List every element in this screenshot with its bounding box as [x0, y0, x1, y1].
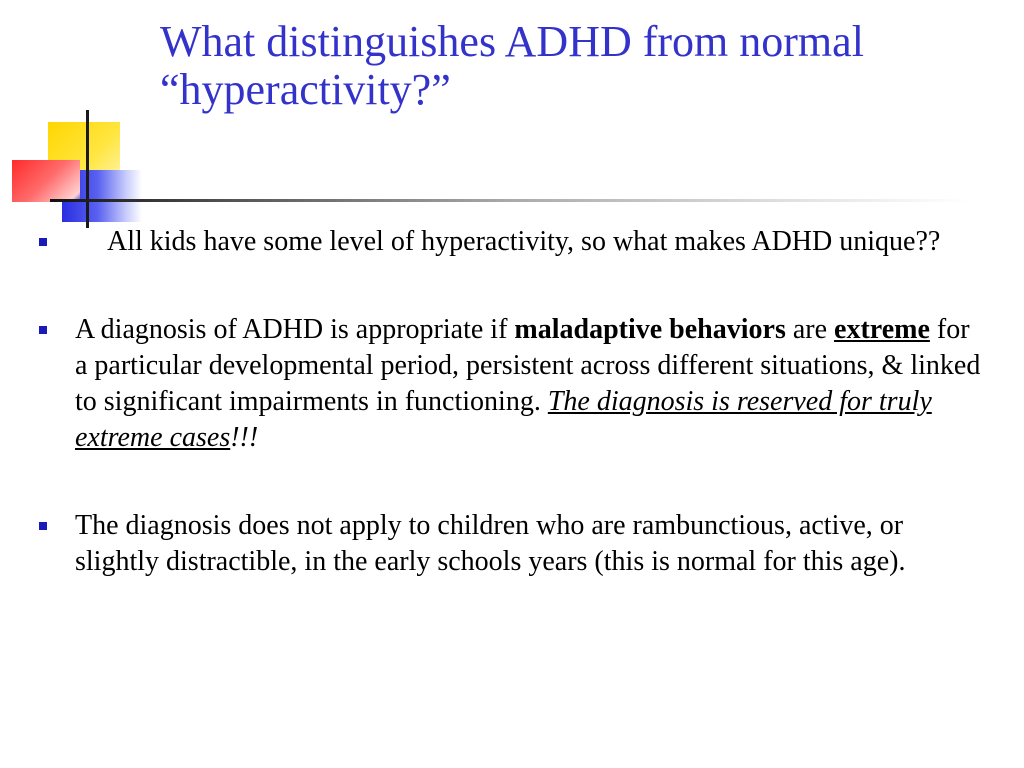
bullet-list: [0, 224, 1024, 580]
title-divider-line: [50, 199, 970, 202]
bullet-1-text: All kids have some level of hyperactivity, so what makes ADHD unique??: [107, 226, 941, 257]
square-bullet-icon: [39, 522, 47, 530]
corner-decoration-graphic: [0, 0, 160, 230]
bullet-2-bold-underlined-word: extreme: [834, 314, 930, 345]
bullet-2-text-part-1: A diagnosis of ADHD is appropriate if: [75, 314, 515, 345]
bullet-item-2: [0, 312, 1024, 456]
slide-title-line-1: What distinguishes ADHD from normal: [160, 17, 864, 66]
slide-title-line-2: “hyperactivity?”: [160, 65, 451, 114]
square-bullet-icon: [39, 326, 47, 334]
bullet-2-italic-underlined-sentence: The diagnosis is reserved for truly extreme cases: [75, 386, 932, 453]
bullet-item-1: [0, 224, 1024, 260]
bullet-3-text: The diagnosis does not apply to children who are rambunctious, active, or slightly distractible, in the early schools years (this is normal for this age).: [75, 510, 906, 577]
square-bullet-icon: [39, 238, 47, 246]
bullet-2-text-part-3: for a particular developmental period, persistent across different situations, & linked to significant impairments in functioning.: [75, 314, 981, 417]
bullet-2-text-part-2: are: [785, 314, 835, 345]
red-square-decoration: [12, 160, 80, 202]
bullet-item-3: [0, 508, 1024, 580]
bullet-2-italic-exclamation: !!!: [230, 422, 259, 453]
vertical-rule: [86, 110, 89, 228]
slide-title: [160, 18, 1010, 114]
bullet-2-bold-phrase: maladaptive behaviors: [514, 314, 786, 345]
